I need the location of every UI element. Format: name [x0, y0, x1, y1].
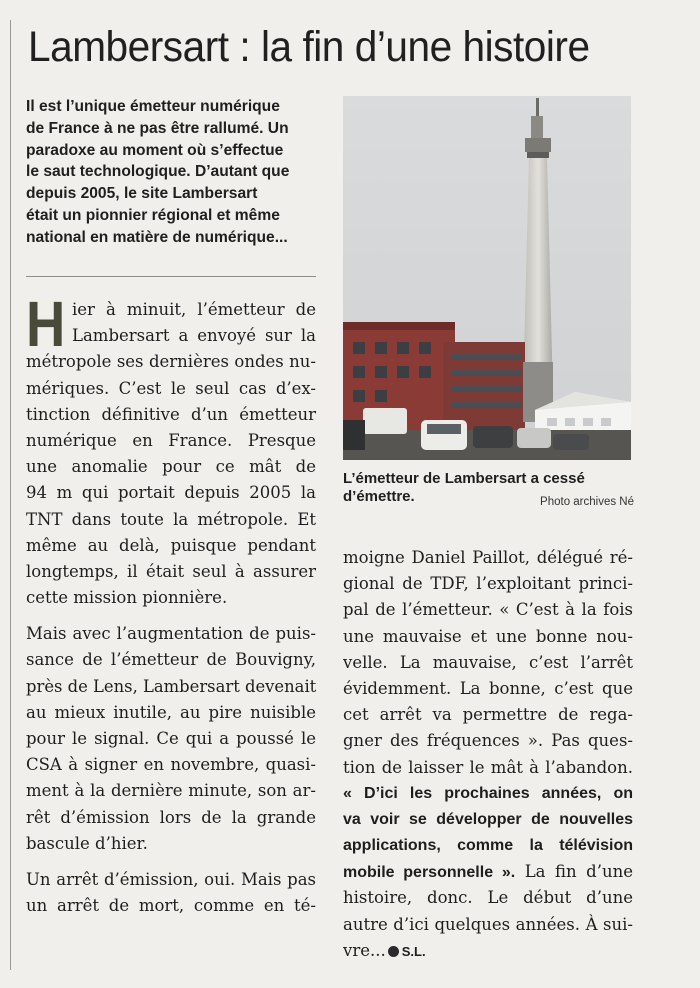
article-column-1 — [26, 288, 317, 919]
text-line: tion de laisser le mât à l’abandon. — [343, 757, 633, 777]
text-line: va voir se développer de nouvelles — [343, 810, 633, 828]
standfirst-line: était un pionnier régional et même — [26, 206, 280, 224]
article-column-2 — [343, 545, 633, 964]
quote-end: mobile personnelle ». — [343, 864, 516, 882]
photo-credit: Photo archives Né — [540, 496, 634, 508]
text-line: CSA à signer en novembre, quasi- — [26, 755, 316, 775]
text-line: autre d’ici quelques années. À sui- — [343, 914, 633, 934]
text-line: Lambersart a envoyé sur la — [72, 326, 316, 346]
standfirst — [26, 96, 318, 249]
text-line: Un arrêt d’émission, oui. Mais pas — [26, 869, 316, 889]
drop-cap: H — [26, 288, 66, 360]
text-line: métropole ses dernières ondes nu- — [26, 352, 316, 372]
text-line: ment à la dernière minute, son ar- — [26, 781, 316, 801]
text-line — [343, 859, 633, 885]
text-line: gner des fréquences ». Pas ques- — [343, 731, 633, 751]
standfirst-line: le saut technologique. D’autant que — [26, 163, 290, 181]
text-line: mériques. C’est le seul cas d’ex- — [26, 378, 316, 398]
text-line: TNT dans toute la métropole. Et — [26, 509, 316, 529]
text-line: pal de l’émetteur. « C’est à la fois — [343, 600, 633, 620]
text-line: bascule d’hier. — [26, 833, 148, 853]
standfirst-line: Il est l’unique émetteur numérique — [26, 98, 280, 115]
end-bullet-icon — [388, 946, 399, 957]
author-signature: S.L. — [401, 943, 426, 959]
text-line: une mauvaise et une bonne nou- — [343, 626, 633, 646]
text-line: longtemps, il était seul à assurer — [26, 561, 316, 581]
column-rule — [10, 20, 11, 970]
text-line: histoire, donc. Le début d’une — [343, 888, 633, 908]
text-line: Mais avec l’augmentation de puis- — [26, 624, 316, 644]
text-line: moigne Daniel Paillot, délégué ré- — [343, 548, 633, 567]
text-line: velle. La mauvaise, c’est l’arrêt — [343, 652, 633, 672]
text-line: numérique en France. Presque — [26, 430, 316, 450]
text-line: près de Lens, Lambersart devenait — [26, 676, 317, 696]
text-line: gional de TDF, l’exploitant princi- — [343, 574, 633, 594]
text-line: 94 m qui portait depuis 2005 la — [26, 483, 316, 503]
text-line: évidemment. La bonne, c’est que — [343, 678, 633, 698]
paragraph-gap — [26, 611, 316, 621]
text-line: au mieux inutile, au pire nuisible — [26, 702, 316, 722]
text-line: sance de l’émetteur de Bouvigny, — [26, 650, 316, 670]
text-line: applications, comme la télévision — [343, 837, 633, 855]
text-line: tinction définitive d’un émetteur — [26, 404, 316, 424]
text-line — [343, 938, 633, 964]
text-fragment: vre... — [343, 940, 386, 960]
text-line: une anomalie pour ce mât de — [26, 457, 316, 477]
caption-line: d’émettre. — [343, 488, 415, 505]
text-line: rêt d’émission lors de la grande — [26, 807, 316, 827]
text-line: même au delà, puisque pendant — [26, 535, 316, 555]
text-line: un arrêt de mort, comme en té- — [26, 896, 316, 916]
text-line: « D’ici les prochaines années, on — [343, 784, 633, 802]
standfirst-line: depuis 2005, le site Lambersart — [26, 185, 258, 203]
paragraph-gap — [26, 857, 316, 867]
text-line: cette mission pionnière. — [26, 588, 228, 608]
text-line: cet arrêt va permettre de rega- — [343, 705, 633, 725]
standfirst-divider — [26, 276, 316, 277]
headline: Lambersart : la fin d’une histoire — [28, 23, 590, 71]
text-fragment: La fin d’une — [515, 862, 633, 882]
standfirst-line: national en matière de numérique... — [26, 228, 288, 246]
caption-line: L’émetteur de Lambersart a cessé — [343, 470, 585, 487]
standfirst-line: de France à ne pas être rallumé. Un — [26, 119, 289, 137]
transmitter-photo — [343, 96, 631, 460]
text-line: pour le signal. Ce qui a poussé le — [26, 729, 316, 748]
standfirst-line: paradoxe au moment où s’effectue — [26, 141, 284, 159]
text-line: ier à minuit, l’émetteur de — [72, 300, 316, 319]
